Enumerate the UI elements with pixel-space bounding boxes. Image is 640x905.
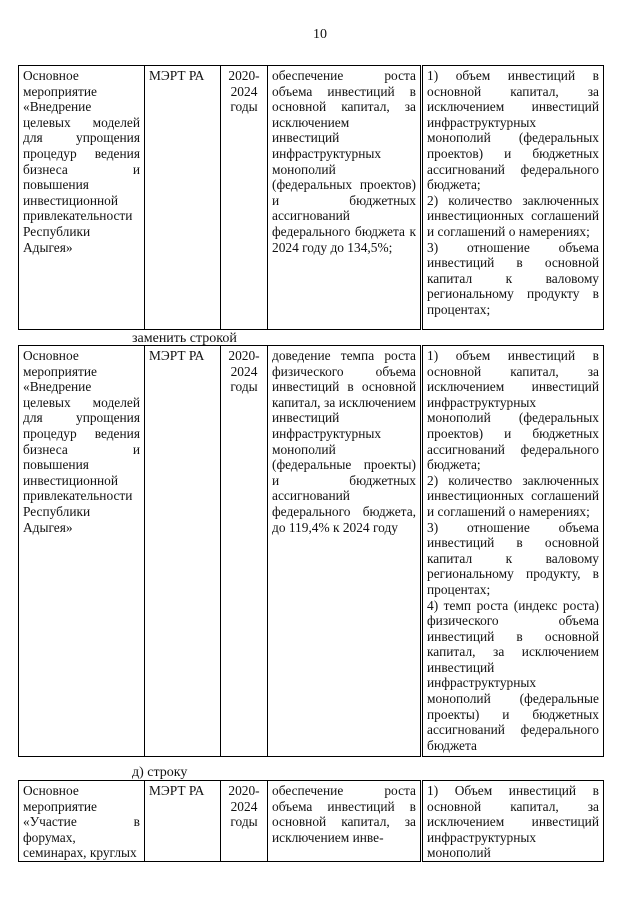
result-cell: обеспечение роста объема инвестиций в основной капитал, за исключением инвестиций инфраструктурных монополий (федеральных проектов) и бюджетных ассигнований федерального бюджета к 2024 году до 134,5%;: [268, 66, 421, 330]
period-cell: [221, 346, 268, 757]
indicator-item: 3) отношение объема инвестиций в основной капитал к валовому региональному продукту, в процентах;: [427, 519, 599, 597]
period-years: 2020-2024: [228, 783, 260, 814]
period-suffix: годы: [230, 379, 258, 395]
result-cell: доведение темпа роста физического объема инвестиций в основной капитал, за исключением инвестиций инфраструктурных монополий (федеральные проекты) и бюджетных ассигнований федерального бюджета, до 119,4% к 2024 году: [268, 346, 421, 757]
period-cell: [221, 66, 268, 330]
period-years: 2020-2024: [228, 348, 260, 379]
indicator-item: 1) Объем инвестиций в основной капитал, за исключением инвестиций инфраструктурных монополий: [427, 783, 599, 861]
indicators-cell: [423, 781, 604, 862]
indicator-item: 2) количество заключенных инвестиционных соглашений и соглашений о намерениях;: [427, 472, 599, 519]
measure-cell: Основное мероприятие «Внедрение целевых моделей для упрощения процедур ведения бизнеса и повышения инвестиционной привлекательности Республики Адыгея»: [19, 346, 145, 757]
period-suffix: годы: [230, 814, 258, 830]
indicator-item: 1) объем инвестиций в основной капитал, за исключением инвестиций инфраструктурных монополий (федеральных проектов) и бюджетных ассигнований федерального бюджета;: [427, 68, 599, 193]
executor-cell: МЭРТ РА: [145, 781, 221, 862]
table-row: [18, 65, 604, 330]
page-number: 10: [313, 27, 327, 42]
indicator-item: 1) объем инвестиций в основной капитал, за исключением инвестиций инфраструктурных монополий (федеральных проектов) и бюджетных ассигнований федерального бюджета;: [427, 348, 599, 473]
separator-item-d: д) строку: [132, 765, 188, 780]
measure-cell: Основное мероприятие «Участие в форумах, семинарах, круглых: [19, 781, 145, 862]
table-row: [18, 345, 604, 757]
executor-cell: МЭРТ РА: [145, 66, 221, 330]
indicators-cell: [423, 346, 604, 757]
indicator-item: 4) темп роста (индекс роста) физического объема инвестиций в основной капитал, за исключением инвестиций инфраструктурных монополий (федеральные проекты) и бюджетных ассигнований федерального бюджета: [427, 597, 599, 753]
indicators-cell: [423, 66, 604, 330]
result-cell: обеспечение роста объема инвестиций в основной капитал, за исключением инве-: [268, 781, 421, 862]
indicator-item: 2) количество заключенных инвестиционных соглашений и соглашений о намерениях;: [427, 192, 599, 239]
table-row: [18, 780, 604, 862]
separator-replace-with-row: заменить строкой: [132, 331, 237, 346]
period-years: 2020-2024: [228, 68, 260, 99]
measure-cell: Основное мероприятие «Внедрение целевых моделей для упрощения процедур ведения бизнеса и повышения инвестиционной привлекательности Республики Адыгея»: [19, 66, 145, 330]
executor-cell: МЭРТ РА: [145, 346, 221, 757]
period-cell: [221, 781, 268, 862]
period-suffix: годы: [230, 99, 258, 115]
indicator-item: 3) отношение объема инвестиций в основной капитал к валовому региональному продукту в процентах;: [427, 239, 599, 317]
